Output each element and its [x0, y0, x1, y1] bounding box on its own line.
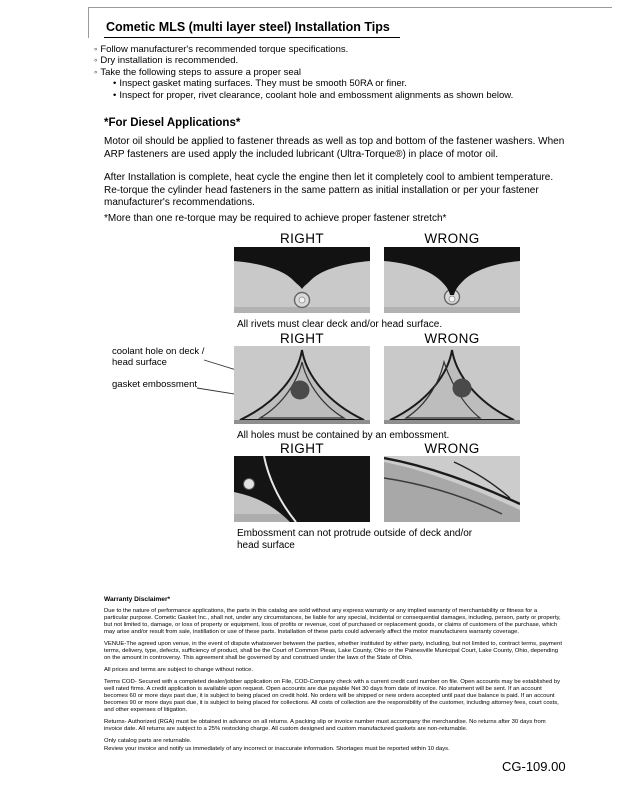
- retorque-note: *More than one re-torque may be required to achieve proper fastener stretch*: [104, 213, 447, 224]
- disclaimer-paragraph: Review your invoice and notify us immediately of any incorrect or inaccurate information. Shortages must be reported within 10 days.: [104, 746, 450, 752]
- caption-embossment: Embossment can not protrude outside of deck and/or head surface: [237, 528, 473, 551]
- right-label-rivets: RIGHT: [280, 231, 324, 246]
- caption-holes: All holes must be contained by an embossment.: [237, 430, 450, 441]
- embossment-right-image: [234, 456, 370, 522]
- page-number: CG-109.00: [502, 759, 566, 774]
- disclaimer-paragraph: Due to the nature of performance applications, the parts in this catalog are sold without any express warranty or any implied warranty of merchantability or fitness for a particular purpose. Cometic Gasket Inc., shall not, under any circumstances, be liable for any special, incidental or consequential damages, including, person, party or property, but not limited to, damage, or loss of property or equipment, loss of profits or revenue, cost of purchased or replacement goods, or claims of customers of the purchase, which may arise and/or result from sale, instillation or use of these parts. Installation of these parts could adversely affect the motor manufacturers warranty coverage.: [104, 608, 561, 635]
- warranty-disclaimer-heading: Warranty Disclaimer*: [104, 596, 171, 603]
- diesel-paragraph-heat-cycle: After Installation is complete, heat cycle the engine then let it completely cool to ambient temperature. Re-torque the cylinder head fasteners in the same pattern as initial installation or per your fastener manufacturer's recommendations.: [104, 172, 554, 209]
- tips-list: [94, 44, 574, 101]
- warranty-disclaimer: [104, 596, 562, 758]
- tip-subitem: • Inspect for proper, rivet clearance, coolant hole and embossment alignments as shown below.: [113, 90, 574, 101]
- label-coolant-hole: coolant hole on deck / head surface: [112, 346, 205, 368]
- tip-subitem: • Inspect gasket mating surfaces. They must be smooth 50RA or finer.: [113, 78, 574, 89]
- page-edge-top: [88, 7, 612, 8]
- label-gasket-embossment: gasket embossment: [112, 379, 198, 390]
- right-label-holes: RIGHT: [280, 331, 324, 346]
- caption-rivets: All rivets must clear deck and/or head surface.: [237, 319, 443, 330]
- hole-wrong-image: [384, 346, 520, 424]
- diesel-applications-heading: *For Diesel Applications*: [104, 117, 241, 129]
- wrong-label-rivets: WRONG: [424, 231, 480, 246]
- tip-item: ◦ Follow manufacturer's recommended torque specifications.: [94, 44, 574, 55]
- tips-sublist: [113, 78, 574, 101]
- disclaimer-paragraph: Only catalog parts are returnable.: [104, 738, 192, 744]
- rivet-right-image: [234, 247, 370, 313]
- disclaimer-paragraph: Returns- Authorized (RGA) must be obtained in advance on all returns. A packing slip or invoice number must accompany the merchandise. No returns after 30 days from invoice date. All returns are subject to a 25% restocking charge. All custom designed and custom manufactured gaskets are non-returnable.: [104, 719, 546, 732]
- tip-item: ◦ Dry installation is recommended.: [94, 55, 574, 66]
- disclaimer-paragraph: VENUE-The agreed upon venue, in the event of dispute whatsoever between the parties, whether instituted by either party, including, but not limited to, contract terms, payment terms, delivery, type, defects, sufficiency of product, shall be the Court of Common Pleas, Lake County, Ohio or the Painesville Municipal Court, Lake County, Ohio, depending on the amount in controversy. This agreement shall be governed by and construed under the laws of the State of Ohio.: [104, 641, 562, 661]
- page-title: Cometic MLS (multi layer steel) Installation Tips: [104, 20, 400, 38]
- hole-right-image: [234, 346, 370, 424]
- disclaimer-paragraph: All prices and terms are subject to change without notice.: [104, 667, 253, 673]
- tip-item: ◦ Take the following steps to assure a proper seal: [94, 67, 574, 78]
- right-label-embossment: RIGHT: [280, 441, 324, 456]
- disclaimer-paragraph: Terms COD- Secured with a completed dealer/jobber application on File, COD-Company check with a current credit card number on file. Open accounts may be established by well rated firms. A credit application is available upon request. Open accounts are due payable Net 30 days from date of invoice. No statement will be sent. If an account becomes 60 or more days past due, it is subject to being placed on credit hold. No orders will be shipped or new orders accepted until past due balance is paid. If an account becomes 90 or more days past due, it is subject to being placed for collections. All costs of collection are the responsibility of the customer, including attorney fees, court costs, and other expenses of litigation.: [104, 679, 561, 713]
- diesel-paragraph-oil: Motor oil should be applied to fastener threads as well as top and bottom of the fastener washers. When ARP fasteners are used apply the included lubricant (Ultra-Torque®) in place of motor oil.: [104, 136, 565, 160]
- rivet-wrong-image: [384, 247, 520, 313]
- wrong-label-holes: WRONG: [424, 331, 480, 346]
- wrong-label-embossment: WRONG: [424, 441, 480, 456]
- embossment-wrong-image: [384, 456, 520, 522]
- page-edge-left: [88, 7, 89, 38]
